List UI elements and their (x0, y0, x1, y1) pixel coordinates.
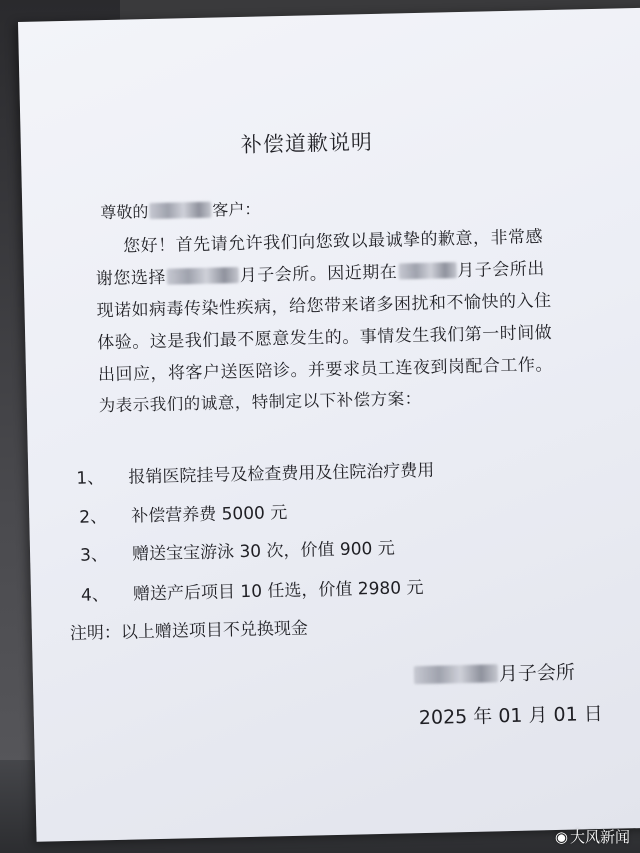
item-number: 1、 (76, 468, 105, 489)
salutation-prefix: 尊敬的 (100, 202, 149, 223)
body-line-2 (96, 254, 545, 289)
body-line-4: 体验。这是我们最不愿意发生的。事情发生我们第一时间做 (97, 322, 553, 354)
body-line-3: 现诺如病毒传染性疾病，给您带来诸多困扰和不愉快的入住 (96, 290, 552, 322)
body-line-1: 您好！首先请允许我们向您致以最诚挚的歉意，非常感 (122, 227, 544, 257)
compensation-item-3 (80, 534, 395, 566)
redacted-signature-name (414, 664, 498, 684)
watermark-text: 大风新闻 (569, 828, 630, 846)
letter-salutation (100, 197, 261, 224)
body-line-6: 为表示我们的诚意，特制定以下补偿方案： (98, 388, 422, 416)
letter-signature (413, 658, 576, 689)
compensation-item-1 (76, 456, 434, 489)
redacted-business-name (167, 267, 239, 285)
apology-letter-paper (18, 7, 640, 841)
item-text: 赠送宝宝游泳 30 次，价值 900 元 (131, 538, 395, 565)
compensation-item-4 (81, 573, 424, 606)
item-text: 报销医院挂号及检查费用及住院治疗费用 (128, 460, 435, 488)
item-number: 3、 (79, 545, 109, 566)
body-line-2-part-a: 谢您选择 (95, 267, 167, 290)
compensation-item-2 (79, 498, 288, 528)
weibo-logo-icon: ◉ (554, 828, 568, 846)
signature-suffix: 月子会所 (498, 661, 576, 686)
item-text: 补偿营养费 5000 元 (131, 503, 288, 527)
redacted-name (149, 202, 211, 219)
letter-title: 补偿道歉说明 (240, 129, 374, 157)
letter-note: 注明：以上赠送项目不兑换现金 (69, 618, 309, 644)
letter-date: 2025 年 01 月 01 日 (418, 702, 604, 730)
body-line-2-part-b: 月子会所。因近期在 (239, 262, 398, 287)
body-line-2-part-c: 月子会所出 (457, 259, 545, 282)
watermark (555, 826, 630, 847)
salutation-suffix: 客户： (212, 199, 261, 220)
item-text: 赠送产后项目 10 任选，价值 2980 元 (132, 577, 424, 605)
body-line-5: 出回应，将客户送医陪诊。并要求员工连夜到岗配合工作。 (97, 354, 554, 386)
item-number: 4、 (80, 585, 110, 606)
item-number: 2、 (79, 507, 108, 528)
redacted-business-name-2 (398, 262, 456, 279)
